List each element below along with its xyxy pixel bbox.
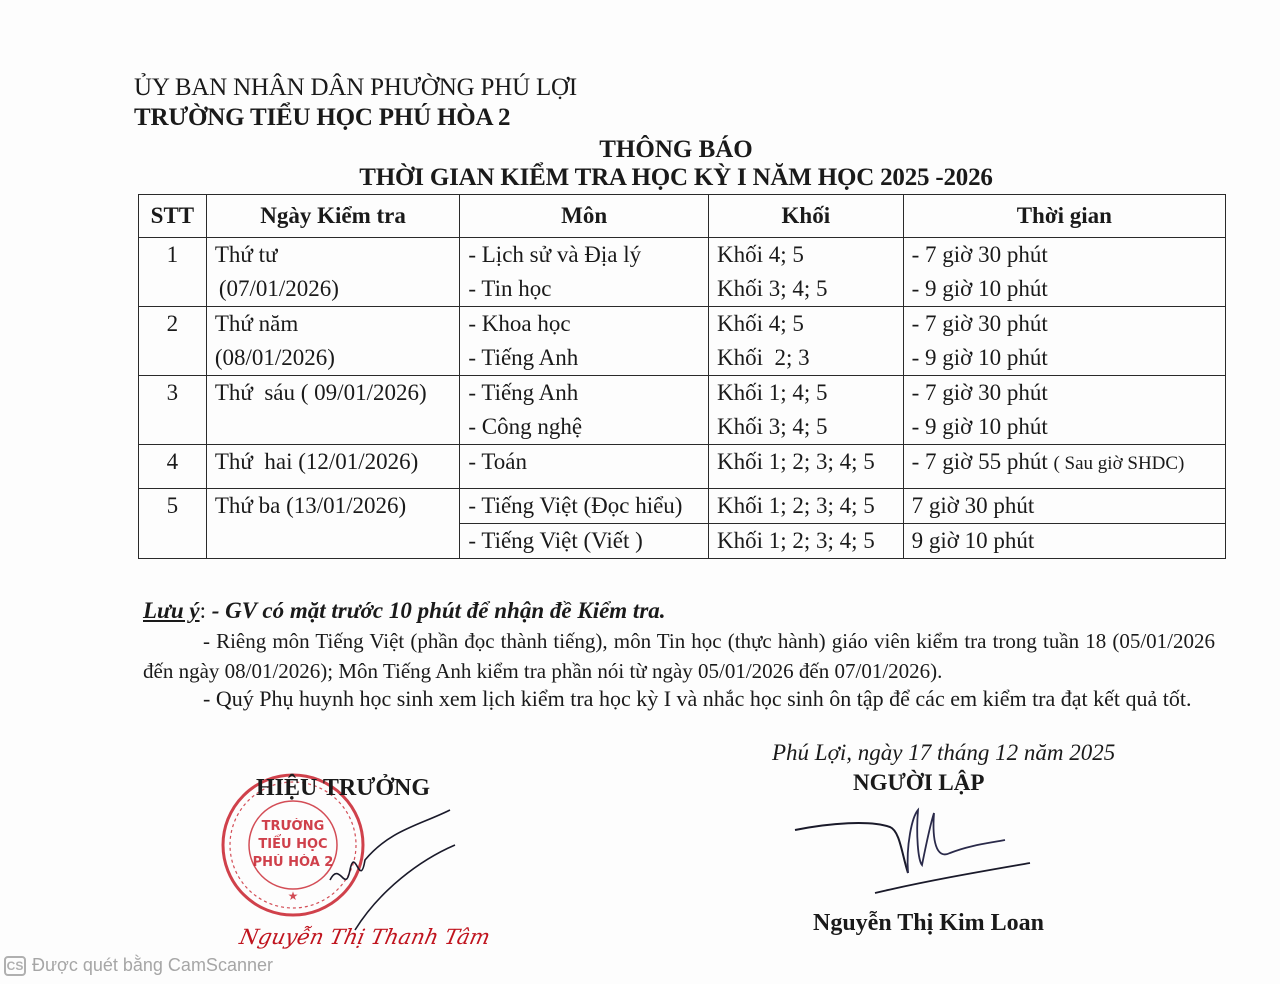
authority-name: ỦY BAN NHÂN DÂN PHƯỜNG PHÚ LỢI — [134, 74, 578, 101]
grade: Khối 1; 2; 3; 4; 5 — [717, 449, 875, 474]
school-name: TRƯỜNG TIỂU HỌC PHÚ HÒA 2 — [134, 104, 511, 131]
times — [903, 307, 1225, 376]
time: - 7 giờ 30 phút — [911, 311, 1048, 336]
row-number: 3 — [139, 376, 207, 445]
row-number: 5 — [139, 489, 207, 559]
time-note: ( Sau giờ SHDC) — [1053, 453, 1185, 474]
watermark-text: Được quét bằng CamScanner — [32, 955, 273, 975]
date: (07/01/2026) — [218, 276, 339, 301]
table-row — [139, 445, 1226, 489]
table-row — [139, 489, 1226, 524]
weekday-date: Thứ ba (13/01/2026) — [214, 493, 407, 518]
times — [903, 445, 1225, 489]
table-row — [139, 307, 1226, 376]
subjects — [460, 445, 709, 489]
weekday: Thứ năm — [214, 311, 299, 336]
time: 7 giờ 30 phút — [903, 489, 1225, 524]
place-date: Phú Lợi, ngày 17 tháng 12 năm 2025 — [772, 740, 1116, 765]
times — [903, 376, 1225, 445]
subject: - Toán — [468, 449, 527, 474]
weekday-date: Thứ hai (12/01/2026) — [214, 449, 419, 474]
note-teacher — [143, 598, 666, 624]
principal-name: Nguyễn Thị Thanh Tâm — [237, 925, 493, 949]
svg-text:PHÚ HÒA 2: PHÚ HÒA 2 — [252, 855, 334, 870]
column-header-subject: Môn — [460, 195, 709, 238]
exam-date — [206, 376, 460, 445]
note-3: - Quý Phụ huynh học sinh xem lịch kiểm tra học kỳ I và nhắc học sinh ôn tập để các em kiểm tra đạt kết quả tốt. — [203, 686, 1192, 711]
subjects — [460, 238, 709, 307]
exam-date — [206, 307, 460, 376]
subject: - Lịch sử và Địa lý — [468, 242, 642, 267]
row-number: 1 — [139, 238, 207, 307]
note-1: - GV có mặt trước 10 phút để nhận đề Kiểm tra. — [211, 598, 666, 623]
exam-date — [206, 445, 460, 489]
note-colon: : — [199, 598, 212, 623]
notice-subtitle: THỜI GIAN KIỂM TRA HỌC KỲ I NĂM HỌC 2025 -2026 — [359, 164, 993, 191]
grade: Khối 4; 5 — [717, 311, 804, 336]
preparer-name: Nguyễn Thị Kim Loan — [813, 910, 1044, 936]
row-number: 2 — [139, 307, 207, 376]
subject: - Công nghệ — [468, 414, 583, 439]
table-header-row — [139, 195, 1226, 238]
svg-text:TRƯỜNG: TRƯỜNG — [261, 819, 325, 834]
time: - 7 giờ 30 phút — [911, 242, 1048, 267]
exam-schedule-table — [138, 194, 1226, 559]
preparer-role: NGƯỜI LẬP — [853, 770, 985, 795]
time: - 7 giờ 55 phút — [911, 449, 1048, 474]
table-row — [139, 376, 1226, 445]
date: (08/01/2026) — [214, 345, 335, 370]
column-header-time: Thời gian — [903, 195, 1225, 238]
column-header-grade: Khối — [709, 195, 904, 238]
weekday: Thứ tư — [214, 242, 278, 267]
principal-role: HIỆU TRƯỞNG — [256, 775, 431, 801]
grade: Khối 1; 4; 5 — [717, 380, 828, 405]
exam-date — [206, 489, 460, 559]
weekday-date: Thứ sáu ( 09/01/2026) — [214, 380, 427, 405]
time: - 7 giờ 30 phút — [911, 380, 1048, 405]
svg-text:★: ★ — [287, 889, 299, 903]
camscanner-watermark — [4, 955, 273, 976]
camscanner-logo-icon: CS — [4, 956, 26, 976]
time: - 9 giờ 10 phút — [911, 276, 1048, 301]
grade: Khối 2; 3 — [717, 345, 810, 370]
grades — [709, 307, 904, 376]
grade: Khối 1; 2; 3; 4; 5 — [709, 524, 904, 559]
subject: - Tiếng Việt (Đọc hiểu) — [460, 489, 709, 524]
exam-date — [206, 238, 460, 307]
column-header-date: Ngày Kiểm tra — [206, 195, 460, 238]
time: - 9 giờ 10 phút — [911, 345, 1048, 370]
grade: Khối 3; 4; 5 — [717, 414, 828, 439]
time: - 9 giờ 10 phút — [911, 414, 1048, 439]
notice-title: THÔNG BÁO — [599, 136, 753, 163]
svg-text:TIỂU HỌC: TIỂU HỌC — [258, 837, 328, 852]
grade: Khối 4; 5 — [717, 242, 804, 267]
preparer-signature-icon — [790, 805, 1050, 900]
subject: - Tiếng Anh — [468, 380, 579, 405]
row-number: 4 — [139, 445, 207, 489]
subject: - Tiếng Việt (Viết ) — [460, 524, 709, 559]
grade: Khối 3; 4; 5 — [717, 276, 828, 301]
table-row — [139, 238, 1226, 307]
column-header-stt: STT — [139, 195, 207, 238]
grades — [709, 376, 904, 445]
grades — [709, 445, 904, 489]
subjects — [460, 307, 709, 376]
subject: - Tiếng Anh — [468, 345, 579, 370]
times — [903, 238, 1225, 307]
time: 9 giờ 10 phút — [903, 524, 1225, 559]
note-2: - Riêng môn Tiếng Việt (phần đọc thành tiếng), môn Tin học (thực hành) giáo viên kiểm tra trong tuần 18 (05/01/2026 đến ngày 08/01/2026); Môn Tiếng Anh kiểm tra phần nói từ ngày 05/01/2026 đến 07/01/2026). — [143, 629, 1215, 683]
note-label: Lưu ý — [143, 598, 200, 623]
grade: Khối 1; 2; 3; 4; 5 — [709, 489, 904, 524]
subject: - Khoa học — [468, 311, 571, 336]
subjects — [460, 376, 709, 445]
grades — [709, 238, 904, 307]
subject: - Tin học — [468, 276, 552, 301]
